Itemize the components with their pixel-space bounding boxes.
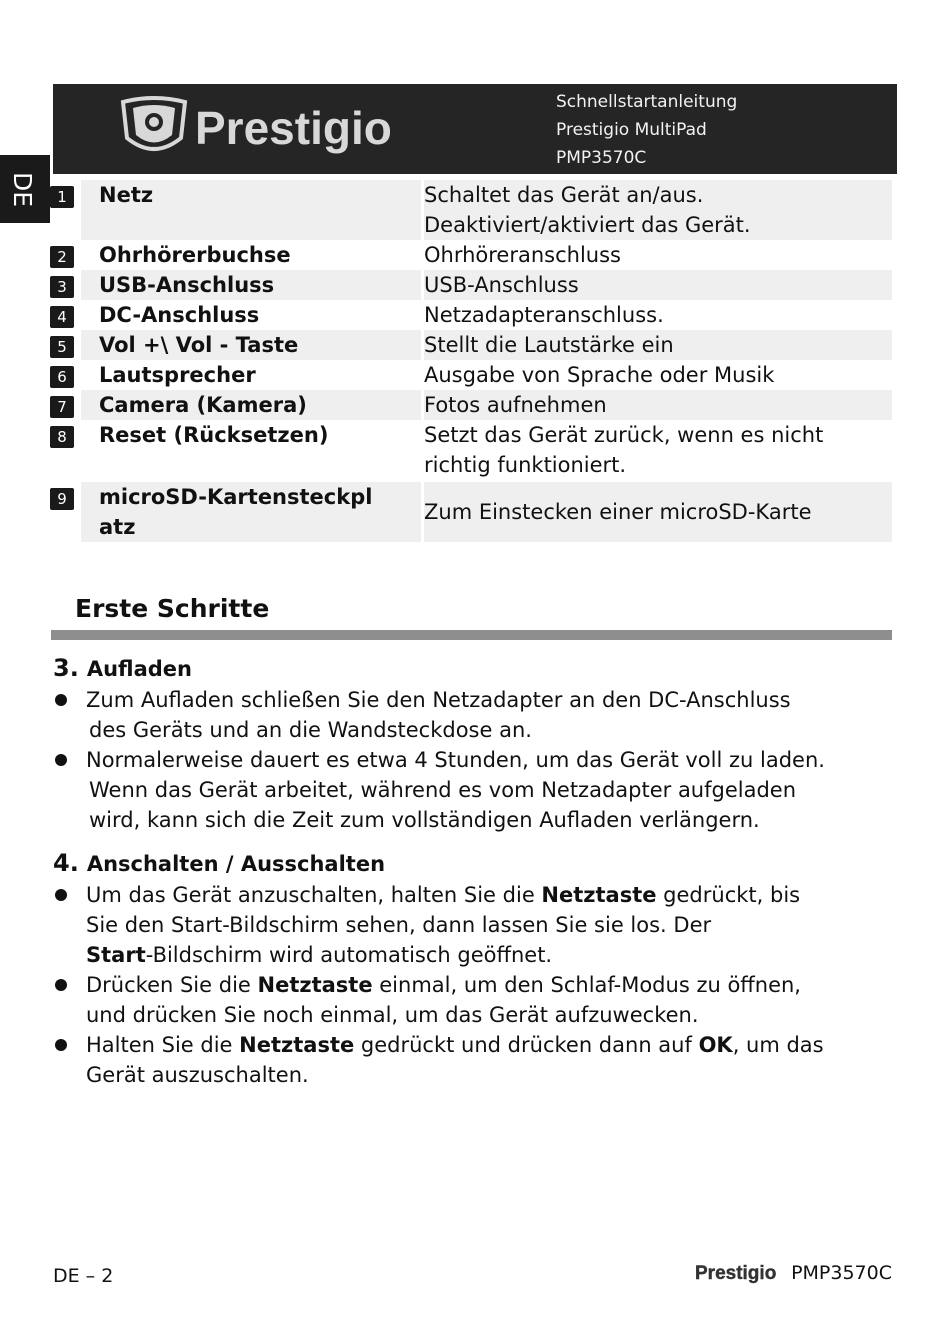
- section-divider: [51, 630, 892, 640]
- component-name: Netz: [81, 180, 423, 240]
- table-row: [50, 420, 892, 480]
- row-number-badge: 8: [50, 426, 74, 448]
- prestigio-logo: [119, 92, 429, 164]
- component-name: Lautsprecher: [99, 363, 256, 387]
- list-item: Zum Aufladen schließen Sie den Netzadapter an den DC-Anschluss des Geräts und an die Wandsteckdose an.: [53, 685, 893, 745]
- list-item: Um das Gerät anzuschalten, halten Sie die Netztaste gedrückt, bis Sie den Start-Bildschirm sehen, dann lassen Sie sie los. Der Start-Bildschirm wird automatisch geöffnet.: [53, 880, 893, 970]
- row-number-badge: 2: [50, 246, 74, 268]
- table-row: [50, 300, 892, 330]
- table-row: [50, 270, 892, 300]
- prestigio-footer-logo: [695, 1262, 781, 1284]
- row-number-badge: 4: [50, 306, 74, 328]
- component-desc: Schaltet das Gerät an/aus. Deaktiviert/aktiviert das Gerät.: [423, 180, 893, 240]
- header-info: [556, 88, 737, 172]
- list-item: Drücken Sie die Netztaste einmal, um den Schlaf-Modus zu öffnen, und drücken Sie noch einmal, um das Gerät aufzuwecken.: [53, 970, 893, 1030]
- header-line-product: Prestigio MultiPad: [556, 120, 707, 140]
- table-row: [50, 360, 892, 390]
- footer-model: PMP3570C: [791, 1262, 892, 1284]
- table-row: [50, 330, 892, 360]
- component-name: Camera (Kamera): [81, 390, 423, 420]
- footer-brand: [695, 1262, 892, 1284]
- component-desc: Fotos aufnehmen: [423, 390, 893, 420]
- component-desc: USB-Anschluss: [423, 270, 893, 300]
- component-name: microSD-Kartensteckpl atz: [81, 482, 423, 542]
- header-line-model: PMP3570C: [556, 148, 647, 168]
- bullet-icon: [55, 694, 67, 706]
- header-bar: [53, 84, 897, 174]
- power-list: [53, 880, 893, 1090]
- table-row: [50, 482, 892, 542]
- list-item: Halten Sie die Netztaste gedrückt und drücken dann auf OK, um das Gerät auszuschalten.: [53, 1030, 893, 1090]
- spec-table: [50, 180, 892, 542]
- table-row: [50, 180, 892, 240]
- page-number: DE – 2: [53, 1265, 114, 1287]
- charging-list: [53, 685, 893, 835]
- component-name: Vol +\ Vol - Taste: [81, 330, 423, 360]
- component-desc: Setzt das Gerät zurück, wenn es nicht richtig funktioniert.: [423, 420, 893, 480]
- row-number-badge: 5: [50, 336, 74, 358]
- component-name: Reset (Rücksetzen): [99, 423, 329, 447]
- logo-wordmark: Prestigio: [195, 102, 392, 154]
- row-number-badge: 6: [50, 366, 74, 388]
- table-row: [50, 390, 892, 420]
- row-number-badge: 7: [50, 396, 74, 418]
- component-name: DC-Anschluss: [99, 303, 260, 327]
- subsection-heading-power: 4. Anschalten / Ausschalten: [53, 849, 386, 877]
- header-line-guide: Schnellstartanleitung: [556, 92, 738, 112]
- table-row: [50, 240, 892, 270]
- language-tab-label: DE: [8, 172, 37, 208]
- row-number-badge: 1: [50, 186, 74, 208]
- component-desc: Netzadapteranschluss.: [423, 300, 893, 330]
- row-number-badge: 3: [50, 276, 74, 298]
- language-tab: [0, 155, 50, 223]
- component-desc: Ohrhöreranschluss: [423, 240, 893, 270]
- row-number-badge: 9: [50, 488, 74, 510]
- bullet-icon: [55, 1039, 67, 1051]
- component-desc: Zum Einstecken einer microSD-Karte: [423, 482, 893, 542]
- component-desc: Ausgabe von Sprache oder Musik: [423, 360, 893, 390]
- list-item: Normalerweise dauert es etwa 4 Stunden, um das Gerät voll zu laden. Wenn das Gerät arbeitet, während es vom Netzadapter aufgeladen wird, kann sich die Zeit zum vollständigen Aufladen verlängern.: [53, 745, 893, 835]
- bullet-icon: [55, 889, 67, 901]
- component-name: USB-Anschluss: [81, 270, 423, 300]
- section-title: Erste Schritte: [75, 594, 270, 623]
- instructions: [53, 652, 893, 1090]
- component-desc: Stellt die Lautstärke ein: [423, 330, 893, 360]
- bullet-icon: [55, 754, 67, 766]
- svg-text:Prestigio: Prestigio: [695, 1263, 777, 1284]
- bullet-icon: [55, 979, 67, 991]
- subsection-heading-charging: 3. Aufladen: [53, 654, 192, 682]
- component-name: Ohrhörerbuchse: [99, 243, 291, 267]
